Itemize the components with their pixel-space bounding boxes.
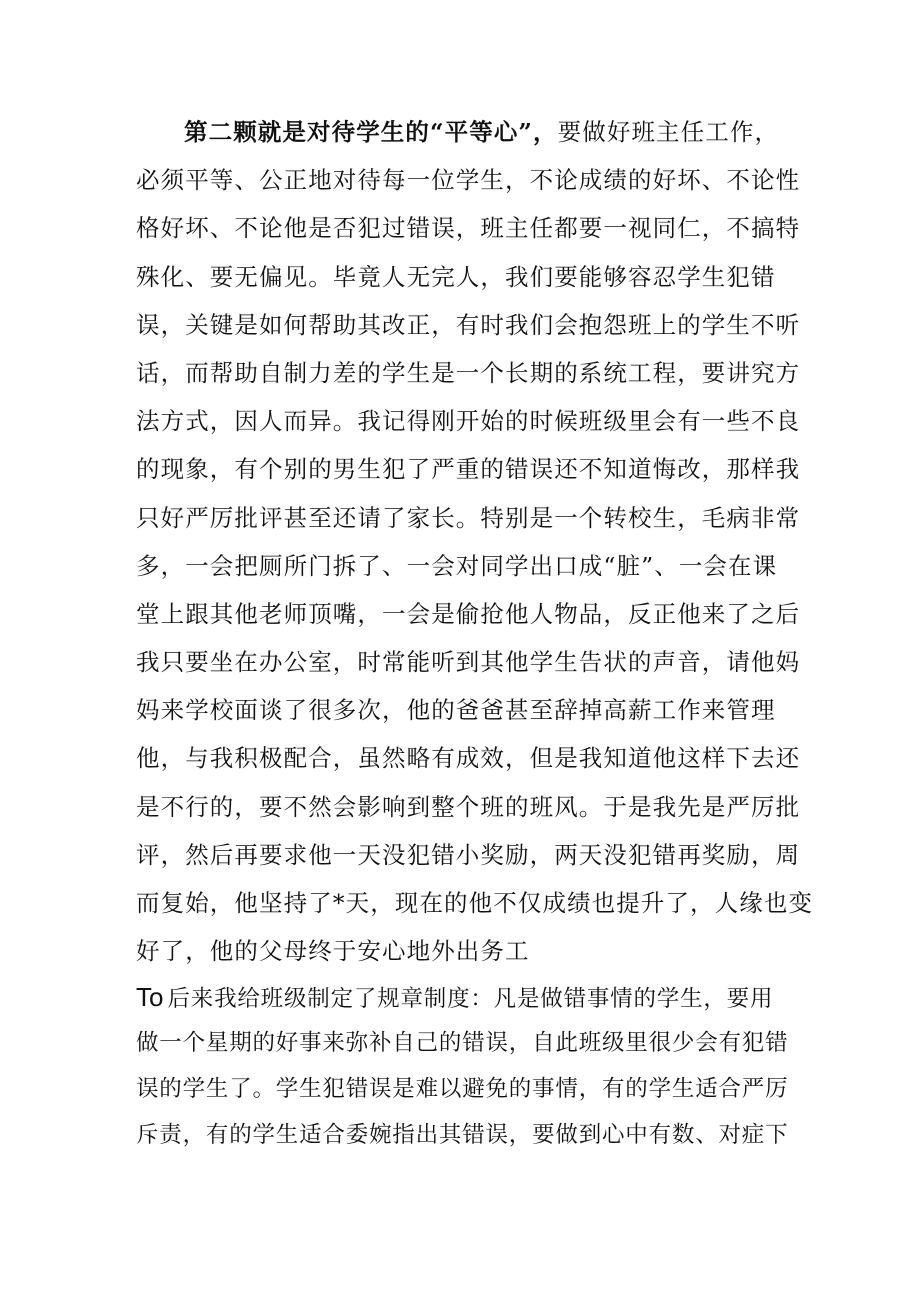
text-line: 评，然后再要求他一天没犯错小奖励，两天没犯错再奖励，周 [136, 840, 801, 869]
text-line: 做一个星期的好事来弥补自己的错误，自此班级里很少会有犯错 [136, 1030, 789, 1056]
text-line: 是不行的，要不然会影响到整个班的班风。于是我先是严厉批 [136, 792, 801, 821]
text-line: 而复始，他坚持了*天，现在的他不仅成绩也提升了，人缘也变 [136, 889, 814, 917]
paragraph-first-line [136, 974, 776, 1020]
text-line: 妈来学校面谈了很多次，他的爸爸甚至辞掉高薪工作来管理 [136, 696, 776, 725]
text-line: 好了，他的父母终于安心地外出务工 [136, 937, 530, 966]
text-line: 只好严厉批评甚至还请了家长。特别是一个转校生，毛病非常 [136, 503, 801, 532]
to-marker: To [136, 982, 164, 1012]
text-line: 斥责，有的学生适合委婉指出其错误，要做到心中有数、对症下 [136, 1122, 789, 1148]
text-line: 话，而帮助自制力差的学生是一个长期的系统工程，要讲究方 [136, 358, 801, 387]
text-line: 多，一会把厕所门拆了、一会对同学出口成“脏”、一会在课 [136, 551, 778, 580]
paragraph-equality-heart [136, 108, 814, 975]
text-line: 堂上跟其他老师顶嘴，一会是偷抢他人物品，反正他来了之后 [136, 599, 801, 628]
paragraph-class-rules [136, 974, 789, 1158]
text-line: 他，与我积极配合，虽然略有成效，但是我知道他这样下去还 [136, 744, 801, 773]
text-line: 后来我给班级制定了规章制度：凡是做错事情的学生，要用 [167, 986, 774, 1012]
text-line: 的现象，有个别的男生犯了严重的错误还不知道悔改，那样我 [136, 455, 801, 484]
text-line: 我只要坐在办公室，时常能听到其他学生告状的声音，请他妈 [136, 648, 801, 677]
text-line: 误，关键是如何帮助其改正，有时我们会抱怨班上的学生不听 [136, 310, 801, 339]
paragraph-first-line [136, 108, 780, 156]
text-line: 法方式，因人而异。我记得刚开始的时候班级里会有一些不良 [136, 407, 801, 436]
bold-lead-phrase: 第二颗就是对待学生的“平等心”， [184, 118, 558, 146]
text-line: 要做好班主任工作， [557, 118, 780, 146]
text-line: 误的学生了。学生犯错误是难以避免的事情，有的学生适合严厉 [136, 1076, 789, 1102]
text-line: 格好坏、不论他是否犯过错误，班主任都要一视同仁，不搞特 [136, 214, 801, 243]
text-line: 必须平等、公正地对待每一位学生，不论成绩的好坏、不论性 [136, 166, 801, 195]
text-line: 殊化、要无偏见。毕竟人无完人，我们要能够容忍学生犯错 [136, 262, 776, 291]
